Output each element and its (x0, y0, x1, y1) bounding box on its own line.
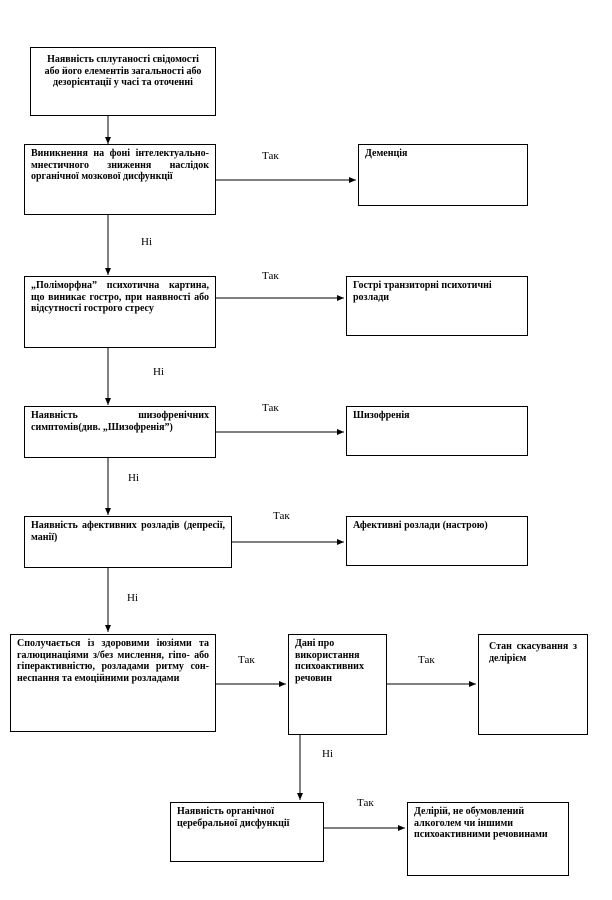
node-result-schizophrenia: Шизофренія (346, 406, 528, 456)
node-question-2: „Поліморфна” психотична картина, що виникає гостро, при наявності або відсутності гострого стресу (24, 276, 216, 348)
node-question-7: Наявність органічної церебральної дисфункції (170, 802, 324, 862)
node-result-delirium-non-alcohol: Делірій, не обумовлений алкоголем чи іншими психоактивними речовинами (407, 802, 569, 876)
node-question-6: Дані про використання психоактивних речовин (288, 634, 387, 735)
label-no-5: Ні (322, 748, 333, 760)
label-no-2: Ні (153, 366, 164, 378)
label-yes-1: Так (262, 150, 279, 162)
label-yes-4: Так (273, 510, 290, 522)
label-yes-7: Так (357, 797, 374, 809)
node-question-1: Виникнення на фоні інтелектуально-мнестичного зниження наслідок органічної мозкової дисфункції (24, 144, 216, 215)
node-result-affective-disorders: Афективні розлади (настрою) (346, 516, 528, 566)
label-yes-5: Так (238, 654, 255, 666)
label-yes-3: Так (262, 402, 279, 414)
label-yes-6: Так (418, 654, 435, 666)
node-result-transient-psychosis: Гострі транзиторні психотичні розлади (346, 276, 528, 336)
node-result-dementia: Деменція (358, 144, 528, 206)
label-no-1: Ні (141, 236, 152, 248)
node-question-4: Наявність афективних розладів (депресії, манії) (24, 516, 232, 568)
node-result-withdrawal-delirium: Стан скасування з делірієм (478, 634, 588, 735)
node-start: Наявність сплутаності свідомості або його елементів загальності або дезорієнтації у часі та оточенні (30, 47, 216, 116)
node-question-5: Сполучається із здоровими іюзіями та галюцинаціями з/без мислення, гіпо- або гіперактивністю, розладами ритму сон-неспання та емоційними розладами (10, 634, 216, 732)
label-yes-2: Так (262, 270, 279, 282)
label-no-3: Ні (128, 472, 139, 484)
node-question-3: Наявність шизофренічних симптомів(див. „Шизофренія”) (24, 406, 216, 458)
label-no-4: Ні (127, 592, 138, 604)
